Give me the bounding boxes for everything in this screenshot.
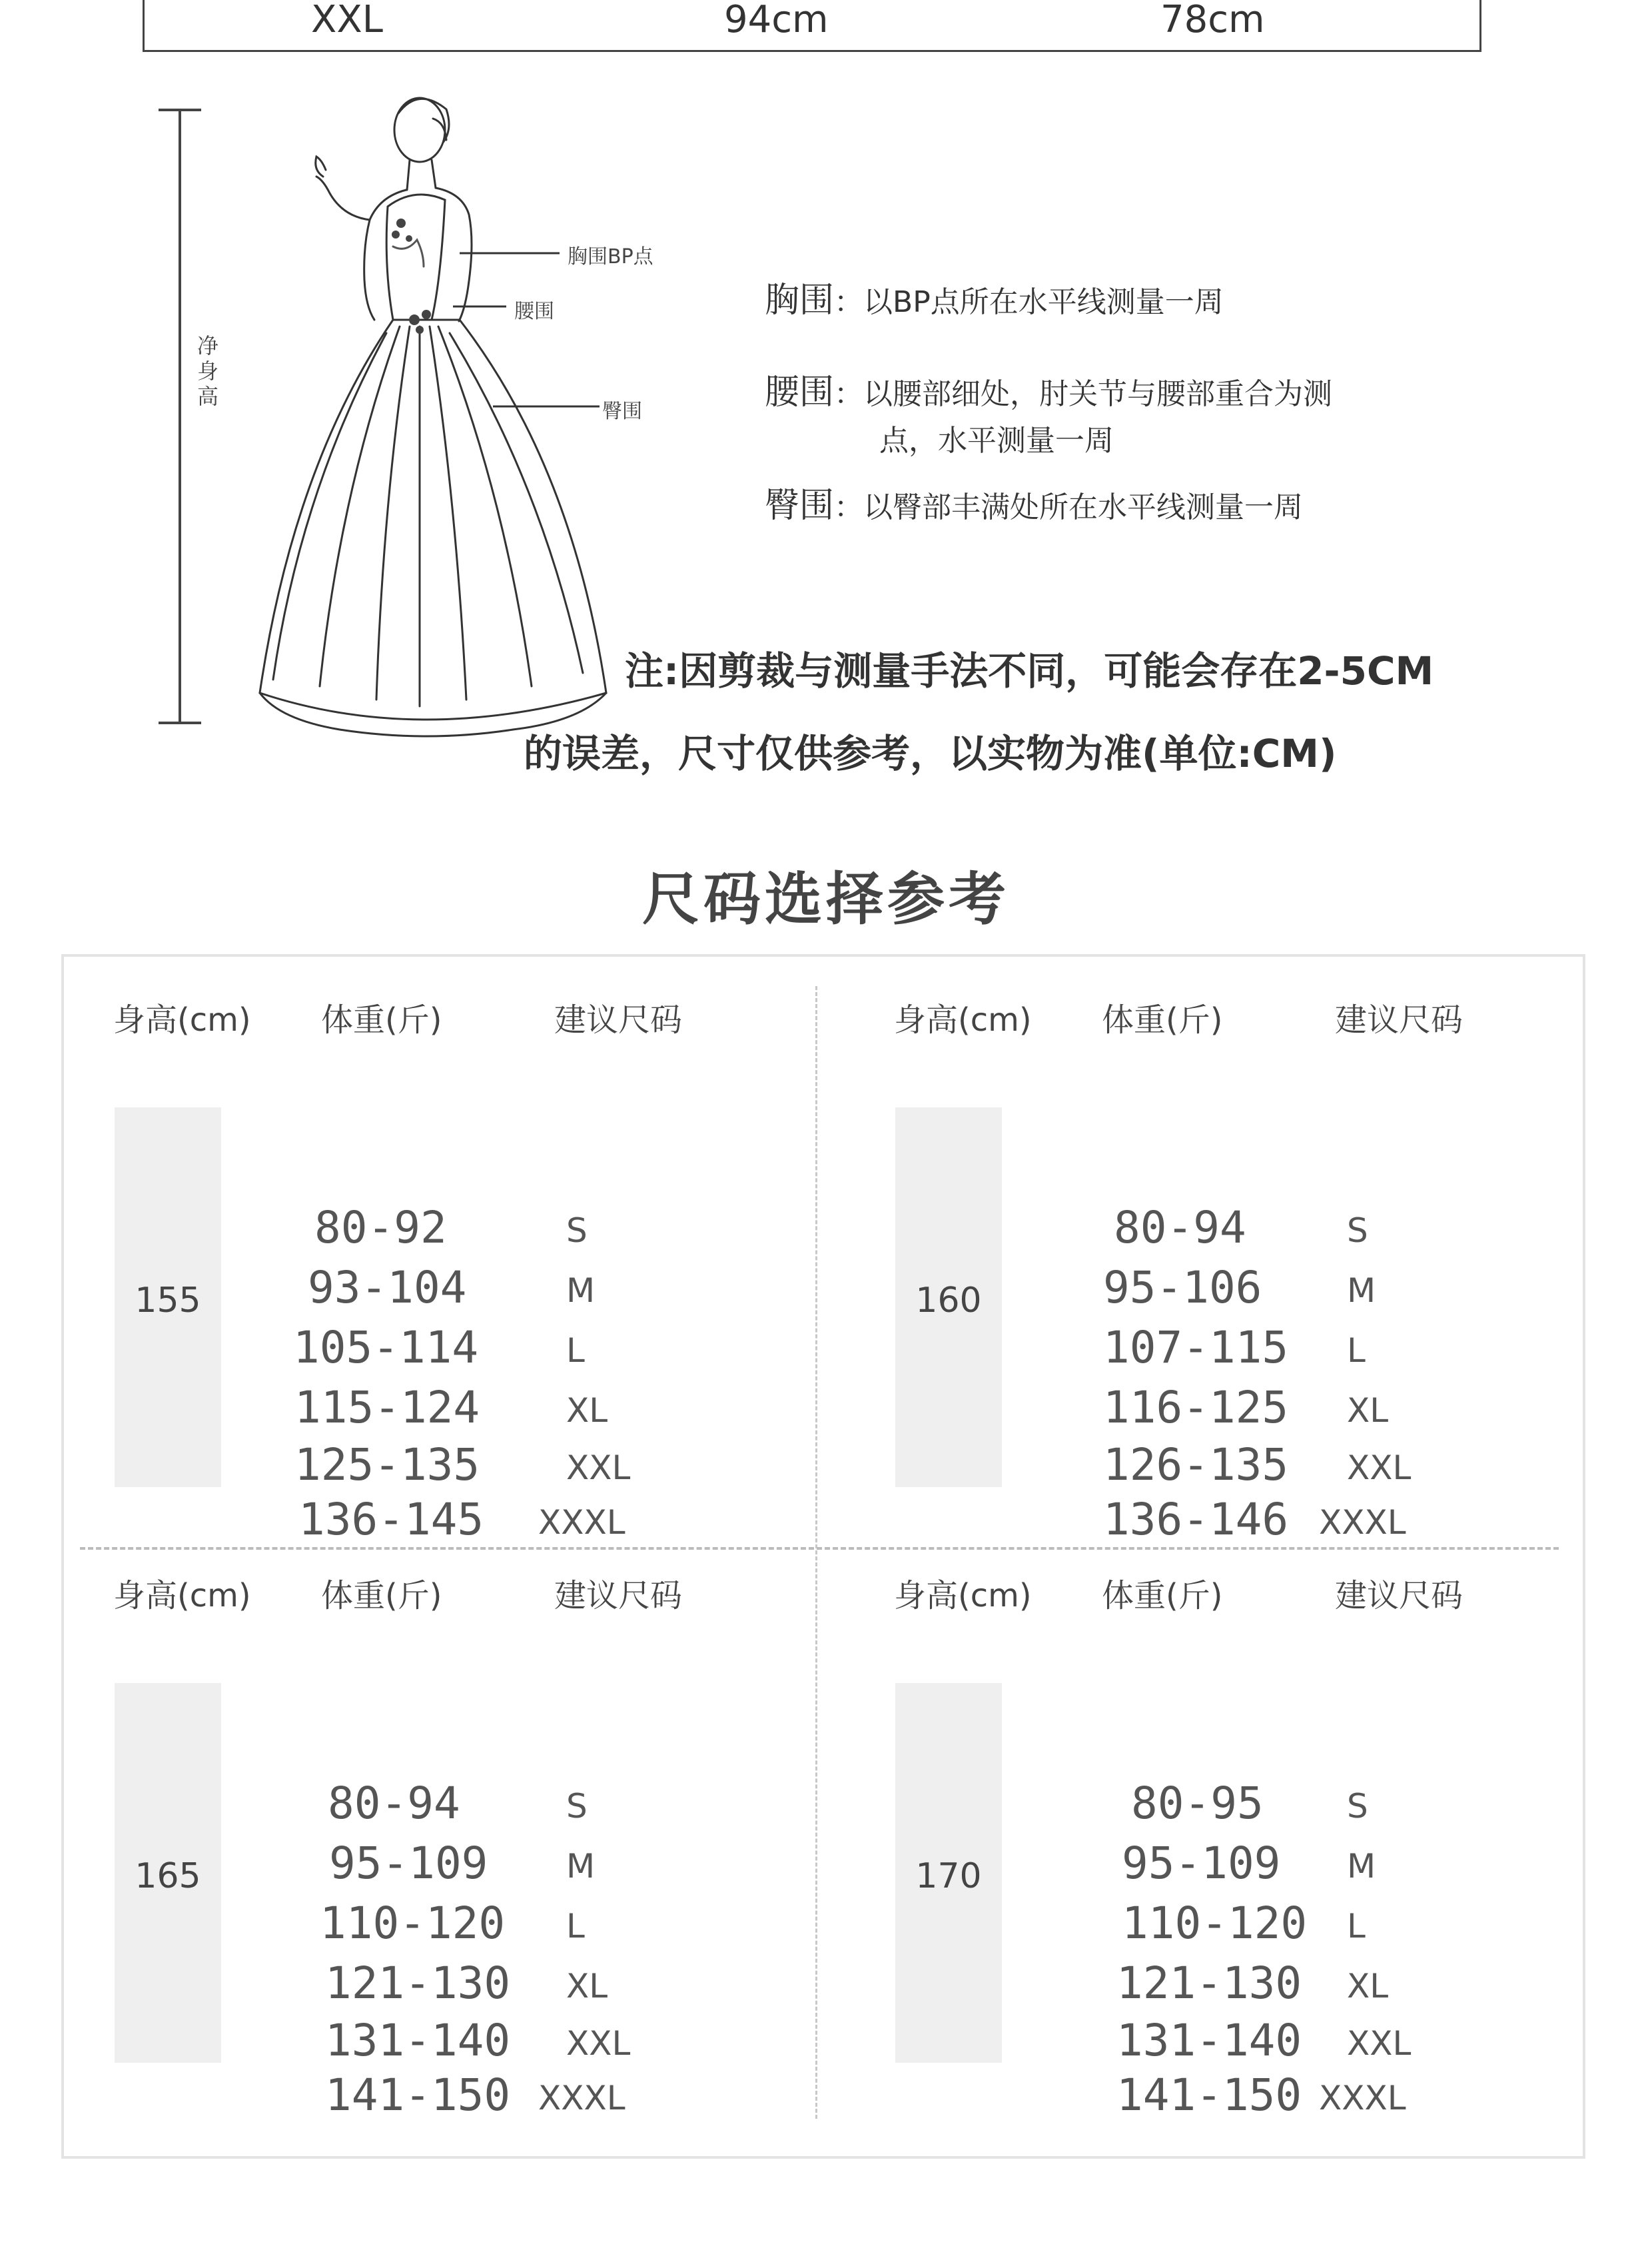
measurement-bust — [765, 277, 1224, 326]
column-header-height: 身高(cm) — [894, 1577, 1032, 1614]
measurement-separator: ： — [834, 285, 864, 319]
suggested-size: XL — [566, 1391, 608, 1430]
measurement-text: 以臀部丰满处所在水平线测量一周 — [863, 490, 1304, 524]
weight-range: 136-145 — [298, 1494, 484, 1545]
weight-range: 80-94 — [1114, 1202, 1246, 1253]
weight-range: 105-114 — [293, 1322, 479, 1373]
weight-range: 141-150 — [1116, 2069, 1302, 2121]
size-group-165 — [61, 1530, 841, 2121]
suggested-size: M — [1347, 1847, 1376, 1886]
weight-range: 125-135 — [294, 1439, 480, 1490]
top-bust-cell: 94cm — [724, 0, 829, 41]
height-value: 160 — [915, 1281, 982, 1321]
size-group-170 — [842, 1530, 1621, 2121]
weight-range: 93-104 — [308, 1262, 467, 1313]
column-header-size: 建议尺码 — [554, 1577, 683, 1614]
measurement-waist — [765, 369, 1332, 464]
column-header-weight: 体重(斤) — [321, 1001, 442, 1039]
measurement-text: 以BP点所在水平线测量一周 — [863, 285, 1224, 319]
weight-range: 121-130 — [1116, 1958, 1302, 2009]
weight-range: 141-150 — [325, 2069, 511, 2121]
suggested-size: S — [566, 1211, 588, 1250]
column-header-height: 身高(cm) — [894, 1001, 1032, 1039]
top-size-cell: XXL — [311, 0, 383, 41]
weight-range: 136-146 — [1103, 1494, 1289, 1545]
suggested-size: L — [1347, 1331, 1366, 1370]
size-reference-title: 尺码选择参考 — [642, 866, 1010, 933]
weight-range: 110-120 — [1122, 1898, 1308, 1949]
column-header-size: 建议尺码 — [1335, 1001, 1463, 1039]
column-header-size: 建议尺码 — [554, 1001, 683, 1039]
measurement-text-line2: 点，水平测量一周 — [879, 424, 1114, 458]
weight-range: 131-140 — [325, 2015, 511, 2066]
weight-range: 80-92 — [314, 1202, 447, 1253]
measurement-text: 以腰部细处，肘关节与腰部重合为测 — [863, 377, 1333, 411]
column-header-height: 身高(cm) — [113, 1577, 251, 1614]
suggested-size: XXL — [1347, 1448, 1412, 1487]
column-header-weight: 体重(斤) — [1102, 1577, 1223, 1614]
weight-range: 121-130 — [325, 1958, 511, 2009]
suggested-size: XXXL — [538, 1503, 625, 1542]
suggested-size: L — [566, 1907, 585, 1946]
suggested-size: XL — [566, 1967, 608, 2005]
measurement-separator: ： — [834, 490, 864, 524]
weight-range: 80-95 — [1131, 1778, 1264, 1829]
suggested-size: XXL — [566, 2024, 631, 2063]
suggested-size: M — [1347, 1271, 1376, 1310]
bust-bp-label: 胸围BP点 — [568, 245, 653, 269]
top-waist-cell: 78cm — [1160, 0, 1265, 41]
weight-range: 131-140 — [1116, 2015, 1302, 2066]
weight-range: 95-109 — [1122, 1838, 1281, 1889]
height-value: 155 — [135, 1281, 201, 1321]
weight-range: 95-109 — [329, 1838, 488, 1889]
height-value: 165 — [135, 1856, 201, 1896]
size-group-155 — [61, 954, 841, 1545]
measurement-key: 腰围 — [765, 372, 835, 412]
weight-range: 126-135 — [1103, 1439, 1289, 1490]
suggested-size: XL — [1347, 1967, 1389, 2005]
suggested-size: M — [566, 1847, 596, 1886]
column-header-size: 建议尺码 — [1335, 1577, 1463, 1614]
suggested-size: XXXL — [1319, 1503, 1406, 1542]
suggested-size: XXL — [566, 1448, 631, 1487]
top-size-table-row — [143, 0, 1481, 52]
measurement-key: 胸围 — [765, 281, 835, 320]
note-line-1: 注:因剪裁与测量手法不同，可能会存在2-5CM — [625, 648, 1434, 694]
suggested-size: XXL — [1347, 2024, 1412, 2063]
weight-range: 80-94 — [328, 1778, 460, 1829]
height-label: 净身高 — [195, 333, 221, 409]
measurement-key: 臀围 — [765, 486, 835, 526]
note-line-2: 的误差，尺寸仅供参考，以实物为准(单位:CM) — [524, 731, 1337, 776]
suggested-size: L — [1347, 1907, 1366, 1946]
suggested-size: M — [566, 1271, 596, 1310]
waist-label: 腰围 — [514, 300, 554, 323]
suggested-size: S — [566, 1787, 588, 1826]
suggested-size: XL — [1347, 1391, 1389, 1430]
weight-range: 107-115 — [1103, 1322, 1289, 1373]
hip-label: 臀围 — [602, 400, 642, 423]
weight-range: 95-106 — [1103, 1262, 1262, 1313]
column-header-weight: 体重(斤) — [321, 1577, 442, 1614]
measurement-hip — [765, 482, 1303, 531]
column-header-weight: 体重(斤) — [1102, 1001, 1223, 1039]
height-value: 170 — [915, 1856, 982, 1896]
measurement-separator: ： — [834, 377, 864, 411]
size-group-160 — [842, 954, 1621, 1545]
suggested-size: S — [1347, 1211, 1368, 1250]
suggested-size: XXXL — [538, 2079, 625, 2117]
suggested-size: XXXL — [1319, 2079, 1406, 2117]
suggested-size: S — [1347, 1787, 1368, 1826]
weight-range: 115-124 — [294, 1382, 480, 1433]
column-header-height: 身高(cm) — [113, 1001, 251, 1039]
weight-range: 110-120 — [320, 1898, 506, 1949]
weight-range: 116-125 — [1103, 1382, 1289, 1433]
suggested-size: L — [566, 1331, 585, 1370]
